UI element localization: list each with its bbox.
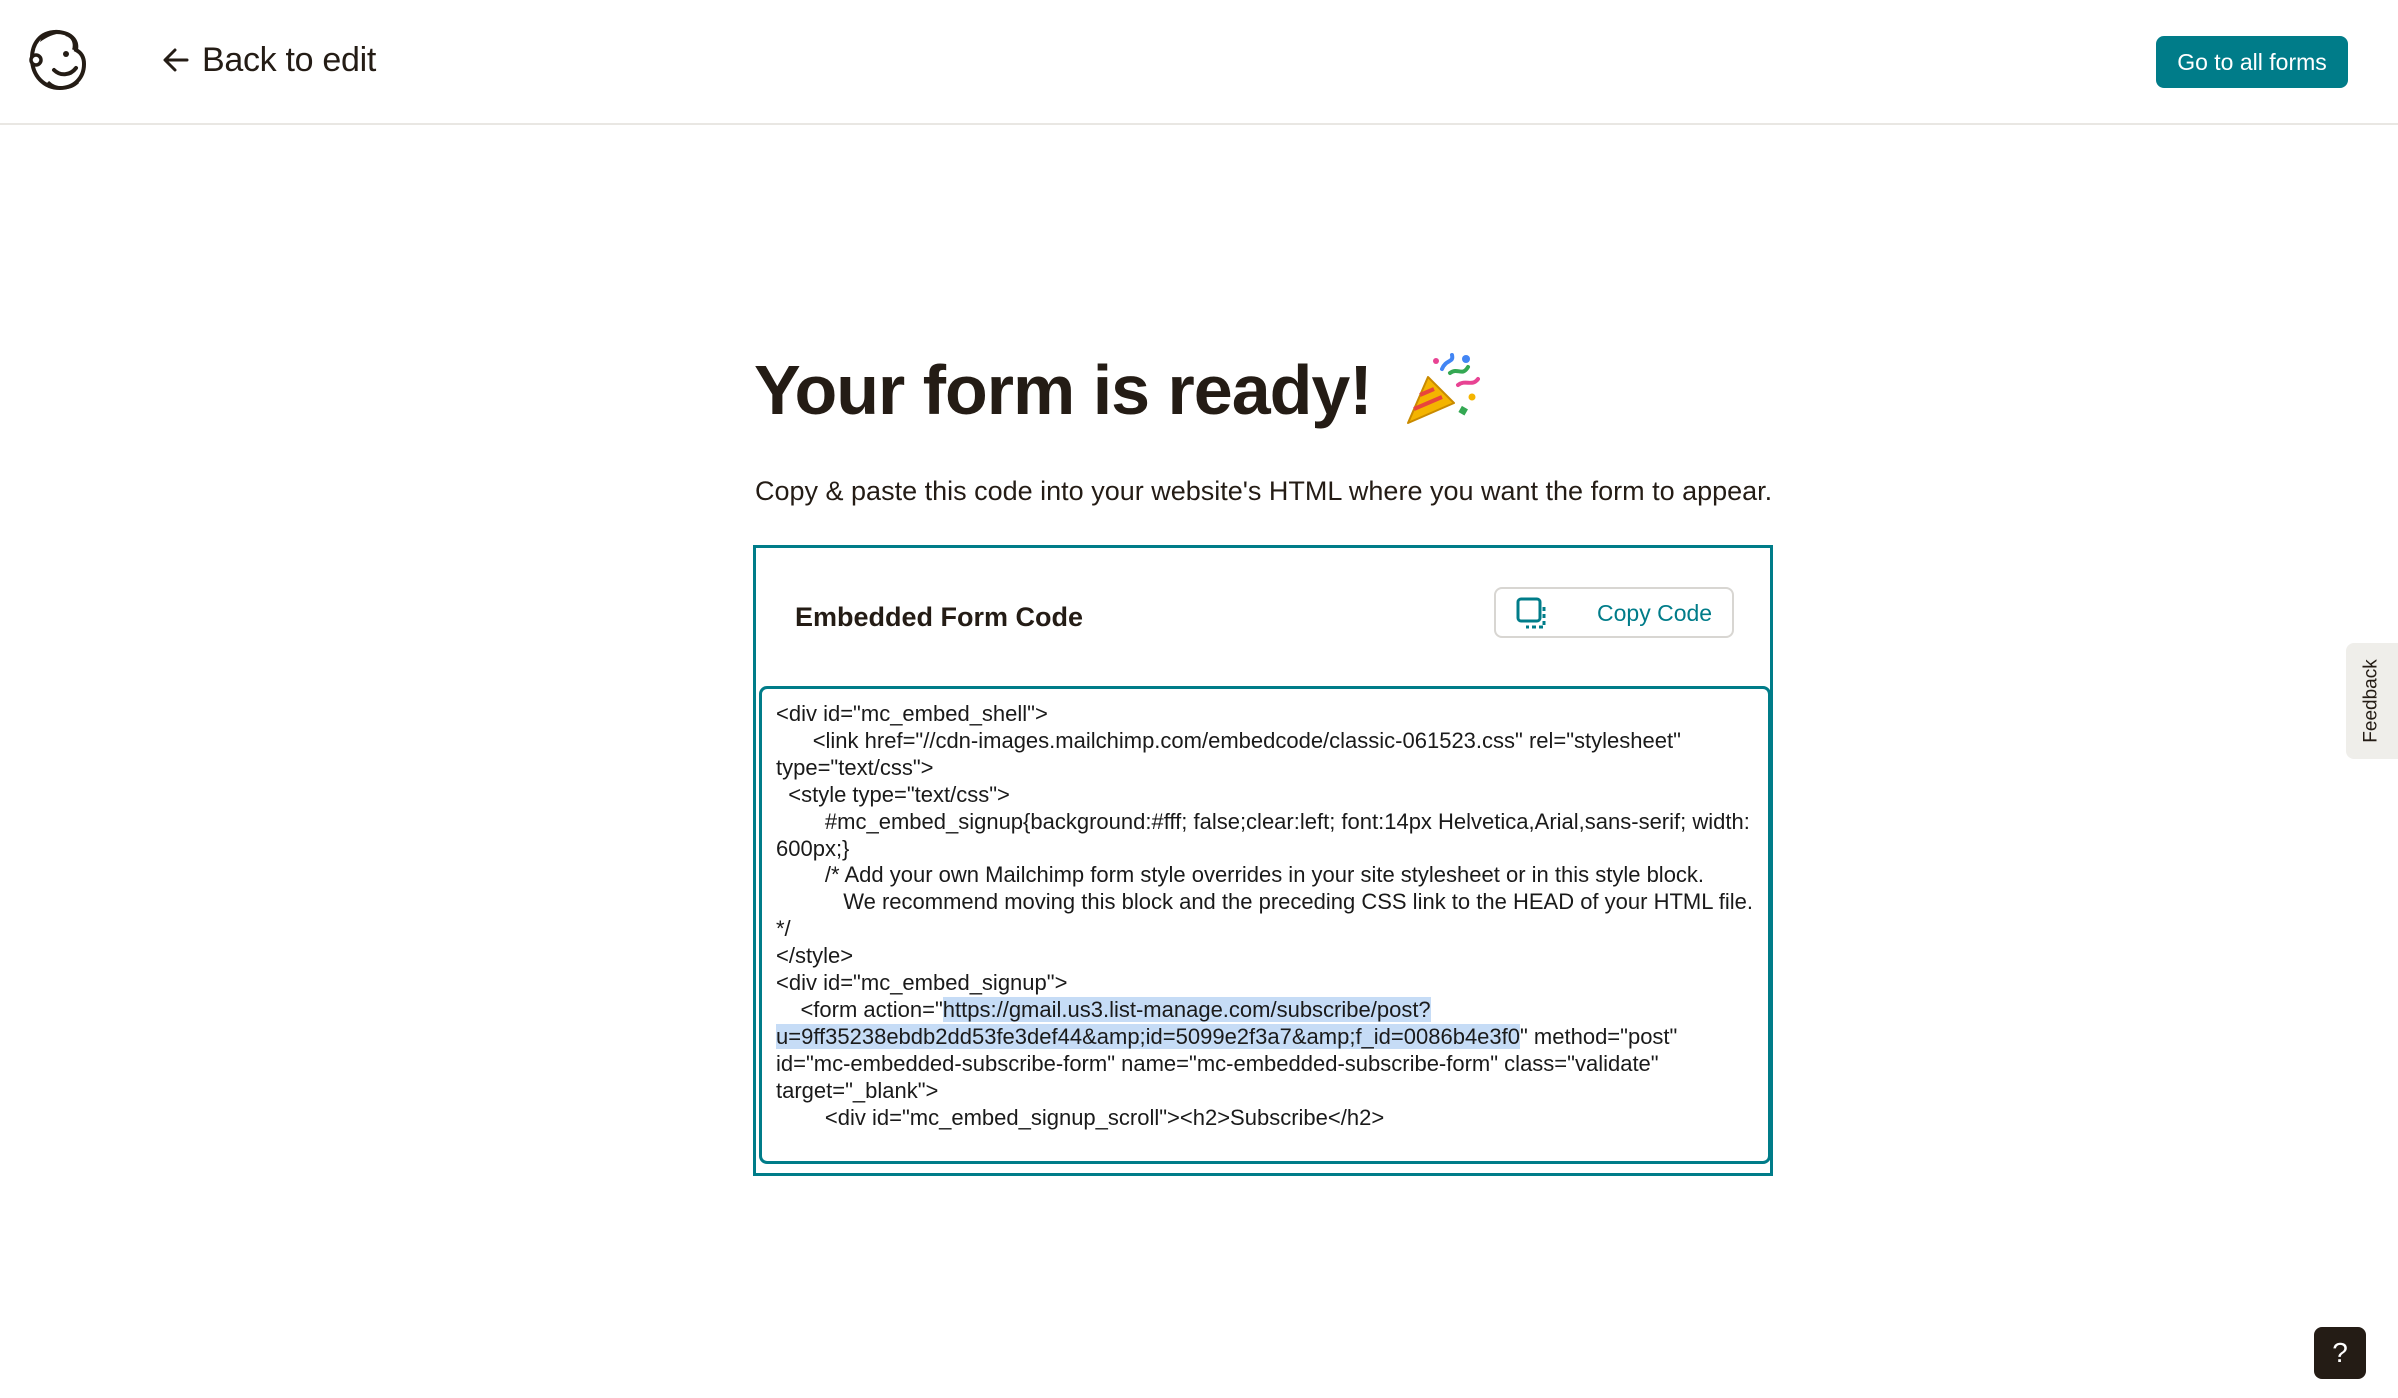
embedded-form-code-heading: Embedded Form Code <box>795 602 1084 632</box>
copy-icon <box>1516 597 1550 631</box>
feedback-tab[interactable] <box>2346 643 2398 759</box>
back-to-edit-link[interactable] <box>160 34 376 86</box>
code-text-before: <div id="mc_embed_shell"> <link href="//cdn-images.mailchimp.com/embedcode/classic-061523.css" rel="stylesheet" type="text/css"> <style type="text/css"> #mc_embed_signup{background:#fff; false;clear:left; font:14px Helvetica,Arial,sans-serif; width: 600px;} /* Add your own Mailchimp form style overrides in your site stylesheet or in this style block. We recommend moving this block and the preceding CSS link to the HEAD of your HTML file. */ </style> <div id="mc_embed_signup"> <form action=" <box>776 701 1753 1022</box>
page-title-text: Your form is ready! <box>754 351 1372 429</box>
help-button[interactable]: ? <box>2314 1327 2366 1379</box>
party-popper-icon <box>1402 351 1480 429</box>
copy-code-button[interactable] <box>1494 587 1734 638</box>
top-bar <box>0 0 2398 125</box>
code-text-after: " method="post" id="mc-embedded-subscribe-form" name="mc-embedded-subscribe-form" class="validate" target="_blank"> <div id="mc_embed_signup_scroll"><h2>Subscribe</h2> <box>776 1023 1678 1130</box>
page-title <box>754 350 1480 430</box>
page-subtitle: Copy & paste this code into your website's HTML where you want the form to appear. <box>755 476 1773 506</box>
back-to-edit-label: Back to edit <box>202 40 377 79</box>
go-to-all-forms-button[interactable]: Go to all forms <box>2156 36 2348 88</box>
embed-code-textarea[interactable] <box>759 686 1771 1164</box>
copy-code-label: Copy Code <box>1597 600 1713 626</box>
mailchimp-logo-icon[interactable] <box>26 26 90 94</box>
feedback-label: Feedback <box>2361 659 2383 743</box>
embedded-form-code-panel <box>753 545 1773 1176</box>
code-selected-url: https://gmail.us3.list-manage.com/subscribe/post?u=9ff35238ebdb2dd53fe3def44&amp;id=5099e2f3a7&amp;f_id=0086b4e3f0 <box>776 996 1520 1049</box>
arrow-left-icon <box>160 44 192 76</box>
